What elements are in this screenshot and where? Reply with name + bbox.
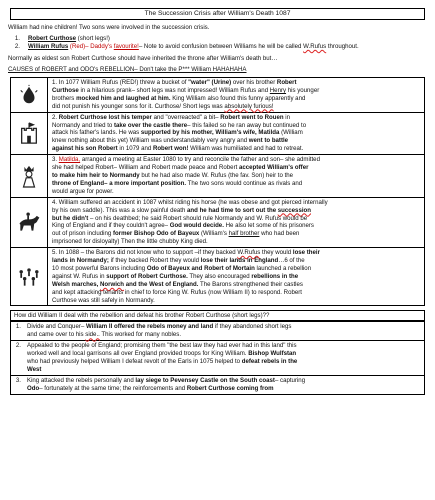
cause-text: 4. William suffered an accident in 1087 whilst riding his horse (he was obese and got pierced internally by his own saddle). This was a slow painful death and he had time to sort out the succession but he didn't – on his deathbed; he said Robert should rule Normandy and W. Rufus would be King of England and if they couldn't agree– God would decide. He also let some of his prisoners out of prison including former Bishop Odo of Bayeux (William's half brother who had been imprisoned for disloyalty) Then the little chubby King died. bbox=[52, 198, 328, 246]
table-row bbox=[11, 247, 424, 305]
question-heading: How did William II deal with the rebellion and defeat his brother Robert Curthose (short legs)?? bbox=[11, 311, 424, 321]
answer-row: 1. Divide and Conquer– William II offered the rebels money and land if they abandoned short legs and came over to his side.. This worked for many nobles. bbox=[11, 321, 424, 340]
cause-text: 3. Matilda, arranged a meeting at Easter 1080 to try and reconcile the father and son– she admitted she had helped Robert– William and Robert made peace and Robert accepted William's offer to make him heir to Normandy but he had also made W. Rufus (the fav. Son) heir to the throne of England– a more important position. The two sons would continue as rivals and would argue for power. bbox=[52, 156, 320, 195]
cause-text: 2. Robert Curthose lost his temper and "overreacted" a bit– Robert went to Rouen in Normandy and tried to take over the castle there– this failed so he ran away but continued to attack his father's lands. He was supported by his mother, William's wife, Matilda (William knew nothing about this yet) William was understandably very angry and went to battle against his son Robert in 1079 and Robert won! William was humiliated and had to retreat. bbox=[52, 113, 307, 153]
table-row bbox=[11, 78, 424, 112]
water-splash-icon bbox=[11, 78, 48, 112]
page-title: The Succession Crisis after William's Death 1087 bbox=[10, 8, 425, 20]
causes-table bbox=[10, 77, 425, 306]
crowd-icon bbox=[11, 248, 48, 305]
list-item: 1. Robert Curthose (short legs!) bbox=[14, 35, 110, 42]
causes-heading: CAUSES of ROBERT and ODO's REBELLION– Don't take the P*** William HAHAHAHA bbox=[8, 66, 247, 73]
queen-icon bbox=[11, 155, 48, 197]
normally-text: Normally as eldest son Robert Curthose should have inherited the throne after William's death but… bbox=[8, 55, 278, 62]
answer-row: 2. Appealed to the people of England; promising them "the best law they had ever had in this land" this worked well and local garrisons all over England provided troops for King William. Bishop Wulfstan who had previously helped William I defeat revolt of the Earls in 1075 helped to defeat rebels in the West bbox=[11, 340, 424, 375]
cause-text: 1. In 1077 William Rufus (RED!) threw a bucket of "water" (Urine) over his brother Robert Curthose in a hilarious prank– short legs was not impressed! William Rufus and Henry his younger brothers mocked him and laughed at him. King William also found this funny apparently and did not punish his younger sons for it. Curthose/ Short legs was absolutely furious! bbox=[52, 79, 320, 110]
table-row bbox=[11, 154, 424, 197]
son-name: Robert Curthose bbox=[28, 35, 77, 42]
question-table bbox=[10, 310, 425, 394]
answer-row: 3. King attacked the rebels personally and lay siege to Pevensey Castle on the South coast– capturing Odo– fortunately at the same time; the reinforcements and Robert Curthose coming from bbox=[11, 375, 424, 394]
sons-list bbox=[8, 35, 427, 51]
cause-text: 5. In 1088 – the Barons did not know who to support –if they backed W.Rufus they would lose their lands in Normandy; if they backed Robert they would lose their lands in England…6 of the 10 most powerful Barons including Odo of Bayeux and Robert of Mortain launched a rebellion against W. Rufus in support of Robert Curthose. They also encouraged rebellions in the Welsh marches, Norwich and the West of England. The Barons strengthened their castles and kept attacking tenants in chief to force King W. Rufus (now William II) to respond. Robert Curthose was still safely in Normandy. bbox=[52, 249, 320, 304]
intro-text: William had nine children! Two sons were involved in the succession crisis. bbox=[8, 24, 210, 31]
table-row bbox=[11, 197, 424, 247]
list-item: 2. William Rufus (Red)– Daddy's favourite!– Note to avoid confusion between Williams he will be called W.Rufus throughout. bbox=[14, 43, 359, 50]
horse-rider-icon bbox=[11, 198, 48, 247]
table-row bbox=[11, 112, 424, 155]
castle-icon bbox=[11, 113, 48, 155]
son-name: William Rufus bbox=[28, 43, 69, 50]
